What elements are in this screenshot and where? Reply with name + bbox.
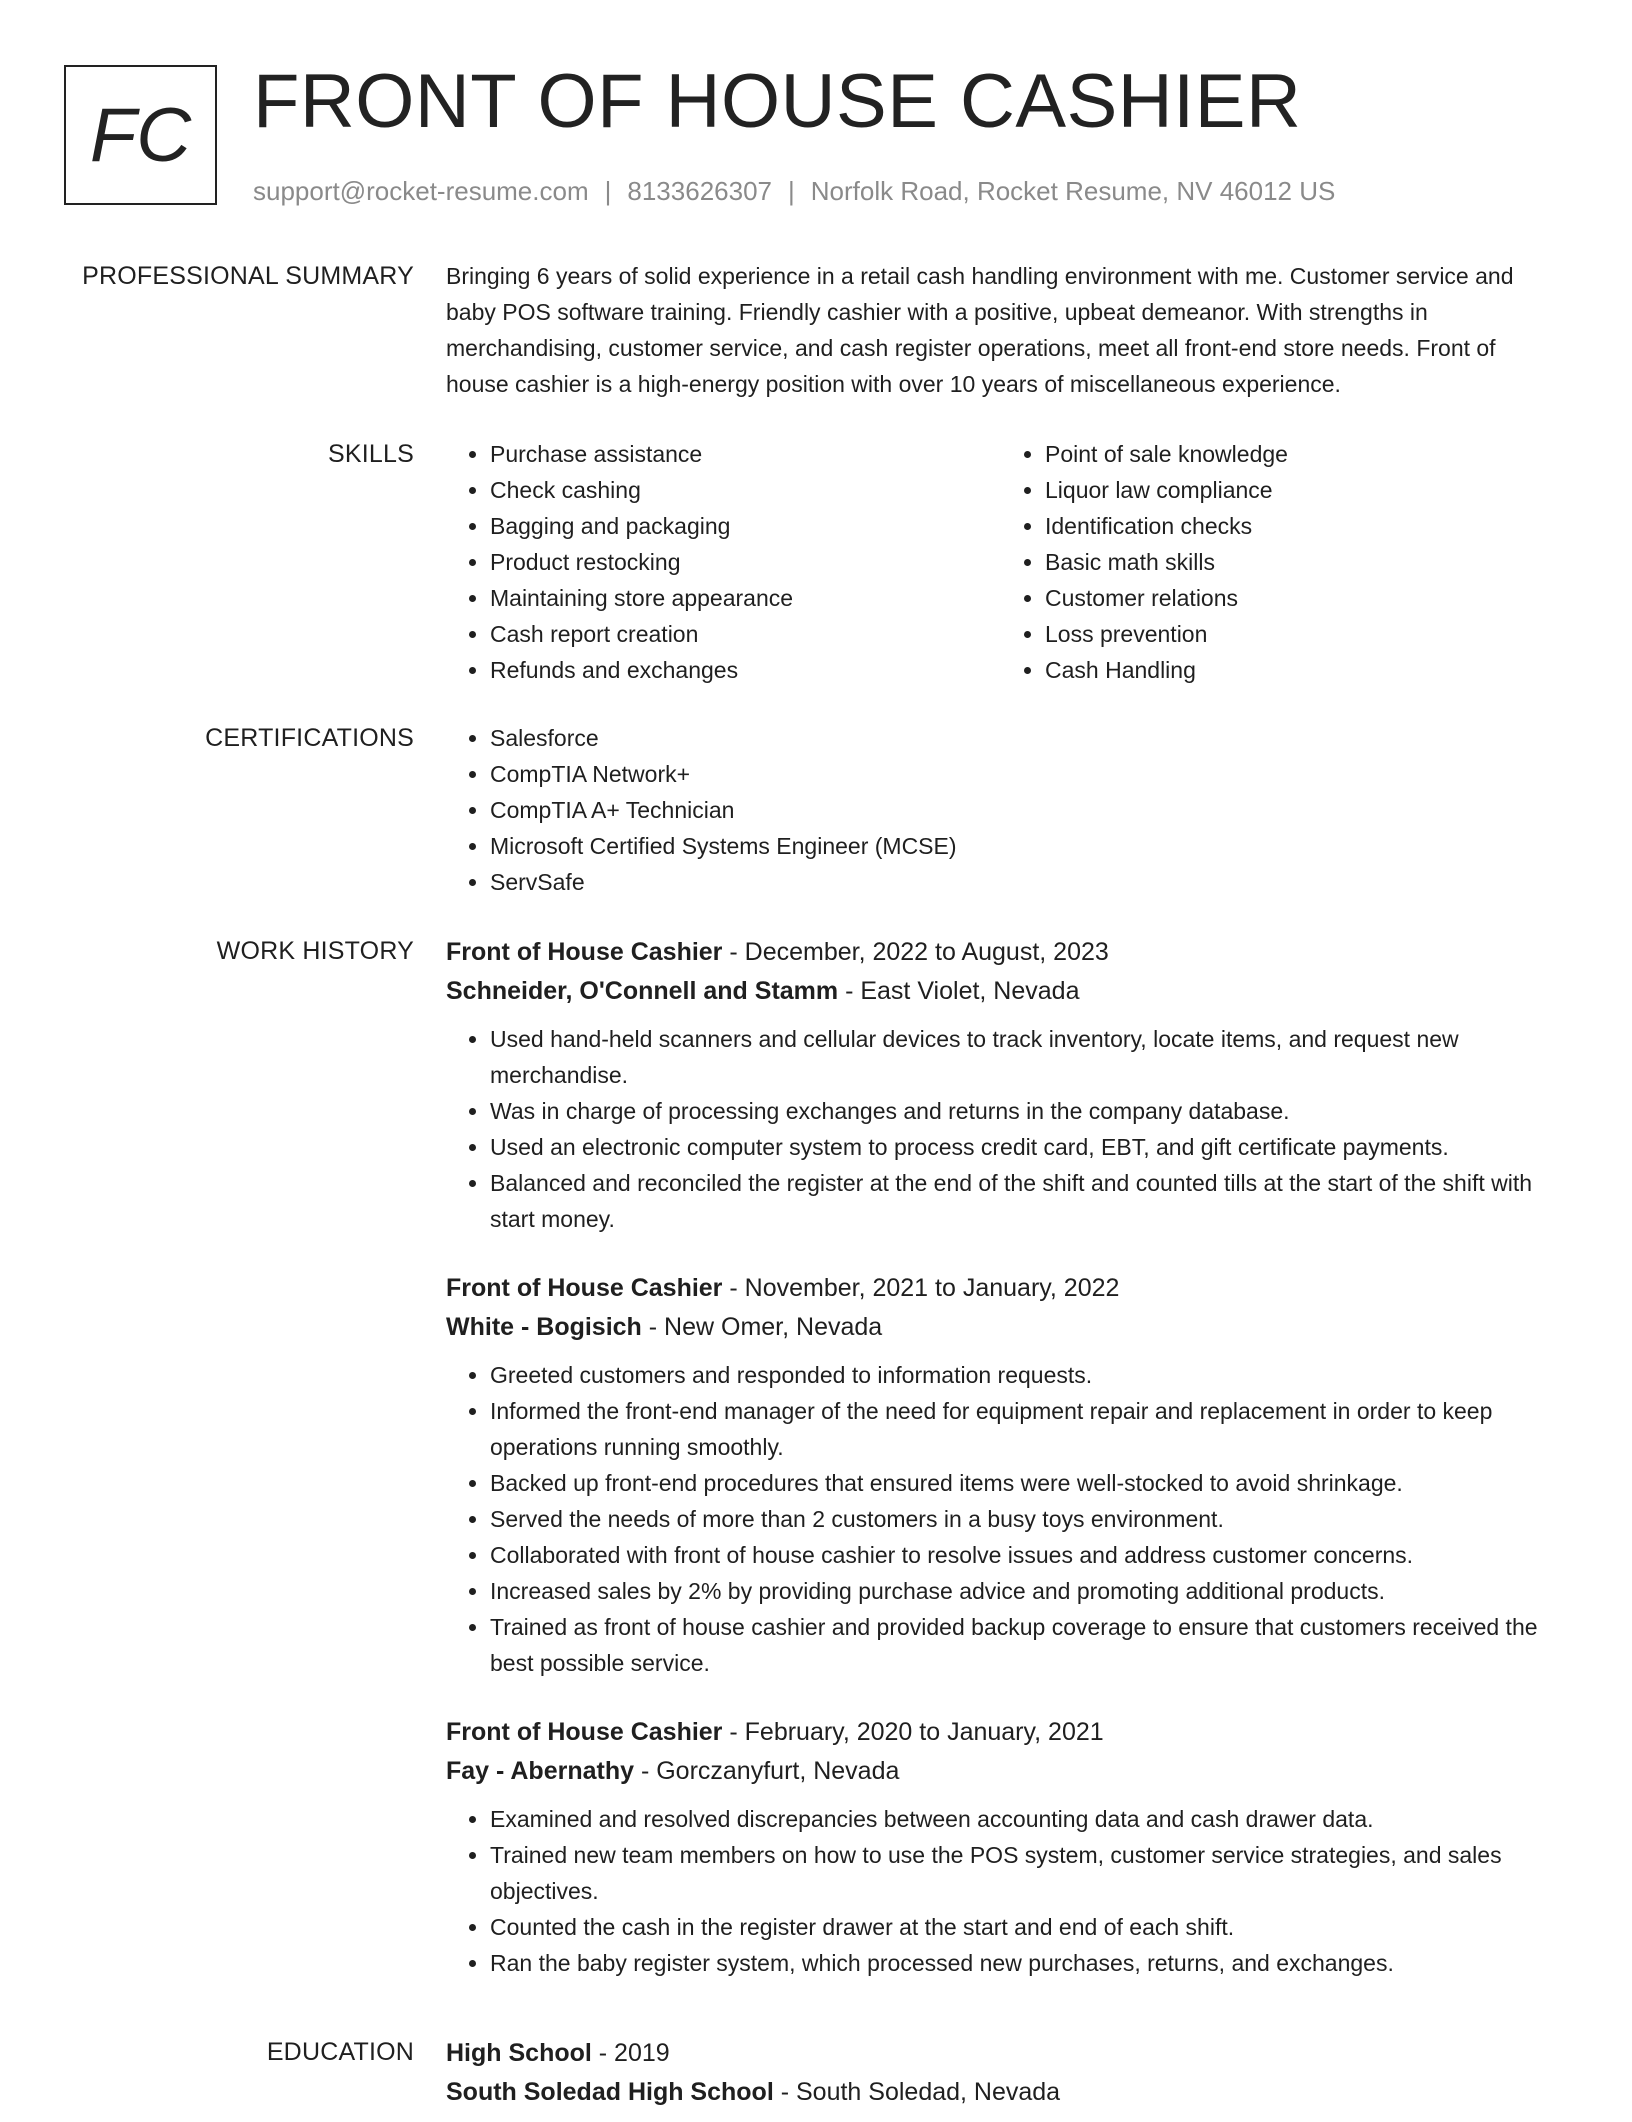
monogram-text: FC	[89, 92, 192, 178]
job-heading	[446, 933, 1556, 971]
work-history-body	[446, 933, 1556, 2013]
section-label: WORK HISTORY	[216, 937, 414, 965]
job-heading	[446, 1713, 1556, 1751]
job-entry	[446, 1269, 1556, 1681]
contact-phone[interactable]: 8133626307	[627, 176, 772, 206]
job-entry	[446, 1713, 1556, 1981]
skill-item: • Refunds and exchanges	[490, 652, 1001, 688]
job-dates: - February, 2020 to January, 2021	[722, 1718, 1104, 1746]
skill-item: • Customer relations	[1045, 580, 1556, 616]
skill-item: • Check cashing	[490, 472, 1001, 508]
education-year: - 2019	[591, 2039, 670, 2067]
job-heading	[446, 1269, 1556, 1307]
job-bullet: • Informed the front-end manager of the need for equipment repair and replacement in order to keep operations running smoothly.	[490, 1393, 1556, 1465]
job-title: Front of House Cashier	[446, 938, 723, 966]
skills-list-right	[1001, 436, 1556, 688]
skill-item: • Product restocking	[490, 544, 1001, 580]
certification-item: • Salesforce	[490, 720, 1556, 756]
job-employer-line	[446, 1751, 1556, 1791]
education-degree: High School	[446, 2039, 592, 2067]
education-location: - South Soledad, Nevada	[773, 2078, 1061, 2106]
education-body	[446, 2034, 1556, 2122]
certification-item: • CompTIA A+ Technician	[490, 792, 1556, 828]
section-label: CERTIFICATIONS	[205, 724, 414, 752]
job-bullet: • Greeted customers and responded to information requests.	[490, 1357, 1556, 1393]
job-location: - East Violet, Nevada	[838, 977, 1080, 1005]
job-company: White - Bogisich	[446, 1313, 642, 1341]
job-bullet: • Used an electronic computer system to process credit card, EBT, and gift certificate payments.	[490, 1129, 1556, 1165]
certification-item: • ServSafe	[490, 864, 1556, 900]
job-bullets	[446, 1021, 1556, 1237]
skill-item: • Point of sale knowledge	[1045, 436, 1556, 472]
contact-email[interactable]: support@rocket-resume.com	[253, 176, 589, 206]
skill-item: • Liquor law compliance	[1045, 472, 1556, 508]
job-bullets	[446, 1801, 1556, 1981]
job-bullet: • Backed up front-end procedures that ensured items were well-stocked to avoid shrinkage.	[490, 1465, 1556, 1501]
certification-item: • CompTIA Network+	[490, 756, 1556, 792]
job-bullets	[446, 1357, 1556, 1681]
section-label: PROFESSIONAL SUMMARY	[82, 262, 414, 290]
job-company: Schneider, O'Connell and Stamm	[446, 977, 839, 1005]
education-school-line	[446, 2072, 1556, 2112]
job-bullet: • Ran the baby register system, which processed new purchases, returns, and exchanges.	[490, 1945, 1556, 1981]
job-employer-line	[446, 971, 1556, 1011]
job-bullet: • Was in charge of processing exchanges and returns in the company database.	[490, 1093, 1556, 1129]
contact-line	[253, 174, 1335, 208]
skill-item: • Identification checks	[1045, 508, 1556, 544]
job-bullet: • Used hand-held scanners and cellular devices to track inventory, locate items, and request new merchandise.	[490, 1021, 1556, 1093]
job-bullet: • Trained new team members on how to use the POS system, customer service strategies, and sales objectives.	[490, 1837, 1556, 1909]
job-location: - New Omer, Nevada	[641, 1313, 883, 1341]
certification-item: • Microsoft Certified Systems Engineer (MCSE)	[490, 828, 1556, 864]
monogram-badge	[64, 65, 217, 205]
certifications-body	[446, 720, 1556, 900]
job-bullet: • Served the needs of more than 2 customers in a busy toys environment.	[490, 1501, 1556, 1537]
contact-separator: |	[788, 176, 795, 206]
job-location: - Gorczanyfurt, Nevada	[634, 1757, 900, 1785]
job-dates: - December, 2022 to August, 2023	[722, 938, 1109, 966]
skill-item: • Loss prevention	[1045, 616, 1556, 652]
skills-list-left	[446, 436, 1001, 688]
job-employer-line	[446, 1307, 1556, 1347]
job-title: Front of House Cashier	[446, 1718, 723, 1746]
job-dates: - November, 2021 to January, 2022	[722, 1274, 1120, 1302]
job-entry	[446, 933, 1556, 1237]
job-bullet: • Examined and resolved discrepancies between accounting data and cash drawer data.	[490, 1801, 1556, 1837]
job-bullet: • Increased sales by 2% by providing purchase advice and promoting additional products.	[490, 1573, 1556, 1609]
job-bullet: • Collaborated with front of house cashier to resolve issues and address customer concerns.	[490, 1537, 1556, 1573]
contact-address: Norfolk Road, Rocket Resume, NV 46012 US	[810, 176, 1336, 206]
job-bullet: • Trained as front of house cashier and provided backup coverage to ensure that customers received the best possible service.	[490, 1609, 1556, 1681]
job-company: Fay - Abernathy	[446, 1757, 635, 1785]
skills-columns	[446, 436, 1556, 688]
summary-text: Bringing 6 years of solid experience in a retail cash handling environment with me. Customer service and baby POS software training. Friendly cashier with a positive, upbeat demeanor. With strengths in merchandising, customer service, and cash register operations, meet all front-end store needs. Front of house cashier is a high-energy position with over 10 years of miscellaneous experience.	[446, 263, 1514, 397]
section-label: EDUCATION	[266, 2038, 414, 2066]
education-heading	[446, 2034, 1556, 2072]
skill-item: • Cash Handling	[1045, 652, 1556, 688]
job-title: Front of House Cashier	[446, 1274, 723, 1302]
skill-item: • Basic math skills	[1045, 544, 1556, 580]
job-bullet: • Balanced and reconciled the register at the end of the shift and counted tills at the start of the shift with start money.	[490, 1165, 1556, 1237]
resume-title: FRONT OF HOUSE CASHIER	[253, 59, 1302, 144]
section-label: SKILLS	[328, 440, 414, 468]
education-school: South Soledad High School	[446, 2078, 774, 2106]
contact-separator: |	[604, 176, 612, 206]
job-bullet: • Counted the cash in the register drawer at the start and end of each shift.	[490, 1909, 1556, 1945]
skill-item: • Cash report creation	[490, 616, 1001, 652]
certifications-list	[446, 720, 1556, 900]
skill-item: • Maintaining store appearance	[490, 580, 1001, 616]
skill-item: • Purchase assistance	[490, 436, 1001, 472]
skill-item: • Bagging and packaging	[490, 508, 1001, 544]
